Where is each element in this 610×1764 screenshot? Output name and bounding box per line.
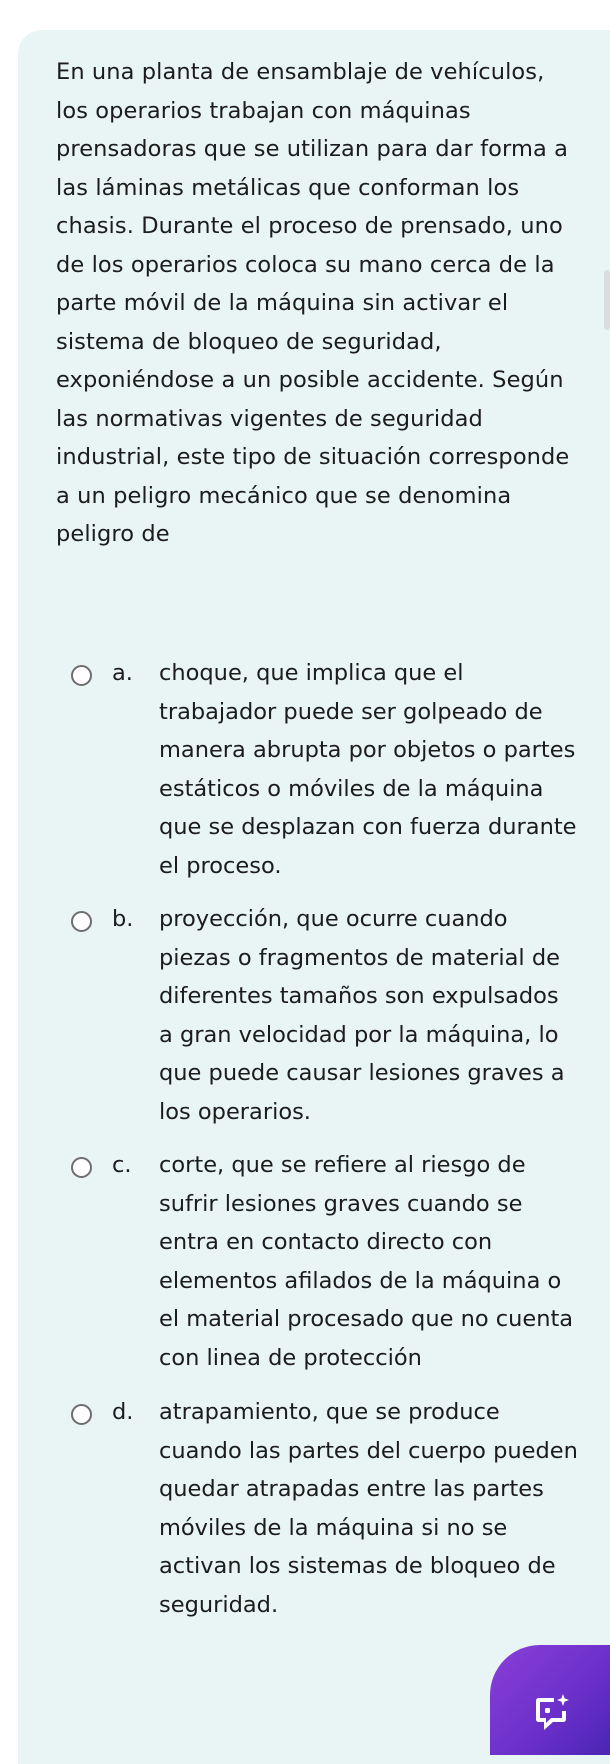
option-b-letter: b.	[112, 906, 134, 932]
option-a-letter: a.	[112, 660, 133, 686]
option-a-text: choque, que implica que el trabajador puede ser golpeado de manera abrupta por objetos o partes estáticos o móviles de la máquina que se desplazan con fuerza durante el proceso.	[159, 660, 577, 879]
option-d-letter: d.	[112, 1399, 134, 1425]
option-c-radio[interactable]	[71, 1157, 92, 1178]
option-c-text: corte, que se refiere al riesgo de sufrir lesiones graves cuando se entra en contacto directo con elementos afilados de la máquina o el material procesado que no cuenta con linea de protección	[159, 1152, 574, 1371]
option-c-letter: c.	[112, 1152, 132, 1178]
option-d[interactable]	[0, 1393, 610, 1673]
option-b-radio[interactable]	[71, 911, 92, 932]
scrollbar[interactable]	[604, 270, 610, 330]
option-d-text: atrapamiento, que se produce cuando las partes del cuerpo pueden quedar atrapadas entre las partes móviles de la máquina si no se activan los sistemas de bloqueo de seguridad.	[159, 1399, 578, 1618]
question-text: En una planta de ensamblaje de vehículos, los operarios trabajan con máquinas prensadoras que se utilizan para dar forma a las láminas metálicas que conforman los chasis. Durante el proceso de prensado, uno de los operarios coloca su mano cerca de la parte móvil de la máquina sin activar el sistema de bloqueo de seguridad, exponiéndose a un posible accidente. Según las normativas vigentes de seguridad industrial, este tipo de situación corresponde a un peligro mecánico que se denomina peligro de	[56, 59, 570, 547]
option-a-radio[interactable]	[71, 665, 92, 686]
option-b-text: proyección, que ocurre cuando piezas o fragmentos de material de diferentes tamaños son expulsados a gran velocidad por la máquina, lo que puede causar lesiones graves a los operarios.	[159, 906, 565, 1125]
ai-sparkle-chat-icon[interactable]	[532, 1693, 572, 1733]
option-b[interactable]	[0, 900, 610, 1130]
option-a[interactable]	[0, 654, 610, 884]
option-c[interactable]	[0, 1146, 610, 1376]
option-d-radio[interactable]	[71, 1404, 92, 1425]
